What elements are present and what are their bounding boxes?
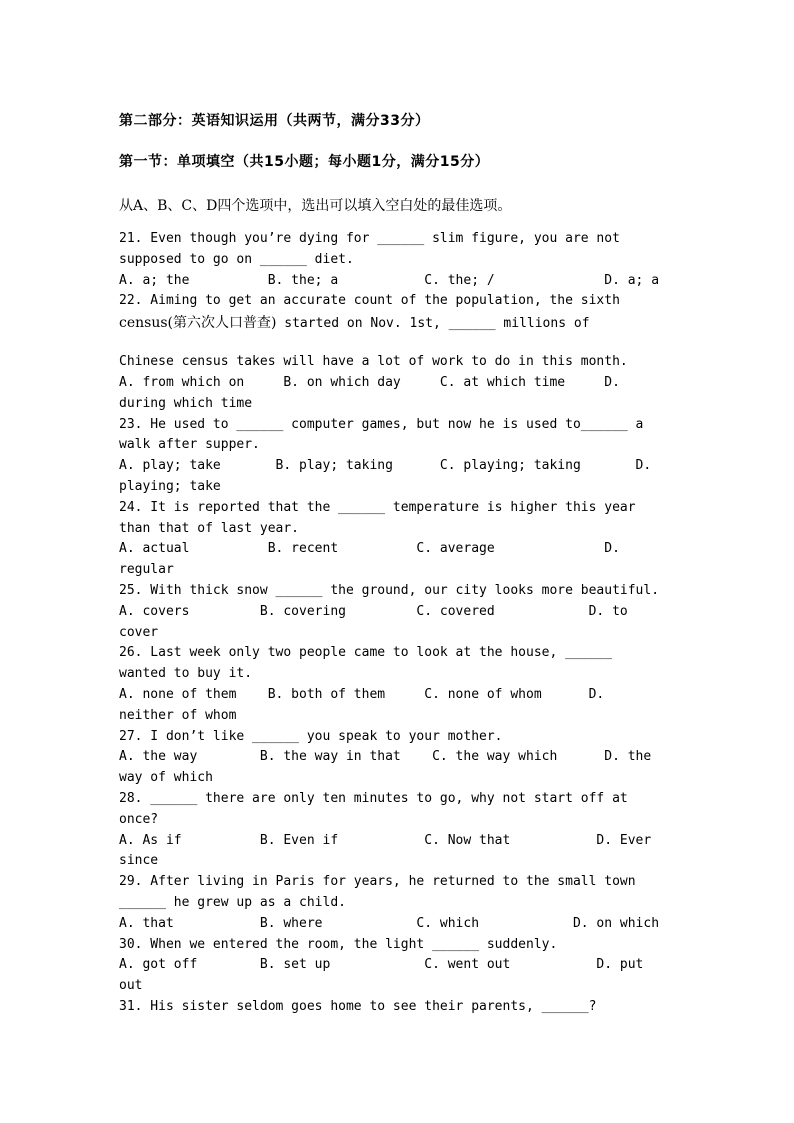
options-line: playing; take	[119, 478, 221, 494]
instruction-text: 从A、B、C、D四个选项中，选出可以填入空白处的最佳选项。	[119, 198, 512, 214]
question-line: 28. ______ there are only ten minutes to go, why not start off at	[119, 790, 628, 806]
options-line: A. got off B. set up C. went out D. put	[119, 957, 644, 973]
options-line: A. As if B. Even if C. Now that D. Ever	[119, 832, 652, 848]
options-line: A. that B. where C. which D. on which	[119, 915, 660, 931]
options-line: A. play; take B. play; taking C. playing; taking D.	[119, 458, 652, 474]
options-line: cover	[119, 624, 159, 640]
question-line: 29. After living in Paris for years, he returned to the small town	[119, 874, 636, 890]
part-title: 第二部分：英语知识运用（共两节，满分33分）	[119, 113, 430, 129]
options-line: since	[119, 853, 159, 869]
options-line: A. actual B. recent C. average D.	[119, 541, 620, 557]
question-line: 27. I don’t like ______ you speak to your mother.	[119, 728, 503, 744]
question-line: 24. It is reported that the ______ temperature is higher this year	[119, 499, 636, 515]
question-line: 25. With thick snow ______ the ground, our city looks more beautiful.	[119, 582, 660, 598]
question-line	[119, 312, 679, 352]
question-line: supposed to go on ______ diet.	[119, 251, 354, 267]
options-line: regular	[119, 562, 174, 578]
question-line: 26. Last week only two people came to look at the house, ______	[119, 645, 613, 661]
section-title: 第一节：单项填空（共15小题；每小题1分，满分15分）	[119, 154, 490, 170]
exam-page	[119, 104, 679, 1018]
question-list	[119, 229, 679, 1018]
question-line: 30. When we entered the room, the light ______ suddenly.	[119, 936, 558, 952]
question-line: Chinese census takes will have a lot of work to do in this month.	[119, 354, 628, 370]
question-line: wanted to buy it.	[119, 666, 253, 682]
question-line-rest: started on Nov. 1st, ______ millions of	[276, 316, 590, 332]
question-line: 31. His sister seldom goes home to see their parents, ______?	[119, 998, 597, 1014]
options-line: neither of whom	[119, 707, 237, 723]
question-line: once?	[119, 811, 159, 827]
options-line: A. none of them B. both of them C. none of whom D.	[119, 686, 605, 702]
options-line: during which time	[119, 395, 253, 411]
options-line: A. a; the B. the; a C. the; / D. a; a	[119, 272, 660, 288]
options-line: A. from which on B. on which day C. at which time D.	[119, 374, 620, 390]
question-line: walk after supper.	[119, 437, 260, 453]
options-line: A. covers B. covering C. covered D. to	[119, 603, 628, 619]
options-line: A. the way B. the way in that C. the way which D. the	[119, 749, 652, 765]
question-line: ______ he grew up as a child.	[119, 894, 346, 910]
options-line: out	[119, 978, 143, 994]
question-line: than that of last year.	[119, 520, 300, 536]
question-line: 23. He used to ______ computer games, but now he is used to______ a	[119, 416, 644, 432]
options-line: way of which	[119, 770, 213, 786]
census-cjk-text: census(第六次人口普查)	[119, 315, 277, 332]
question-line: 21. Even though you’re dying for ______ slim figure, you are not	[119, 231, 620, 246]
question-line: 22. Aiming to get an accurate count of the population, the sixth	[119, 293, 620, 309]
